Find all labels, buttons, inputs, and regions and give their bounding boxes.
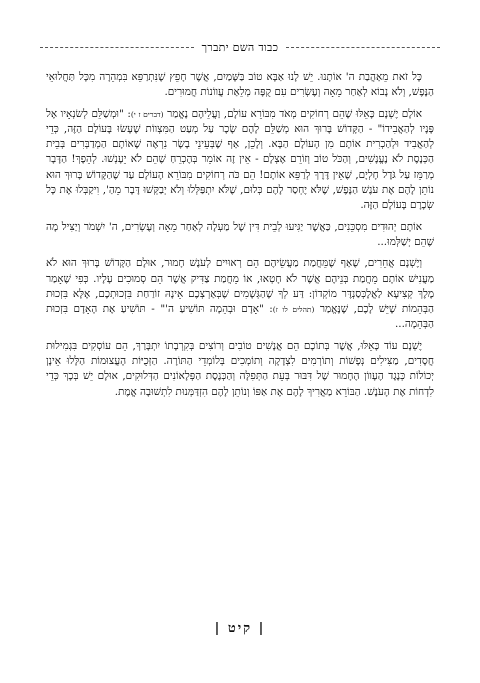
body-text — [46, 70, 434, 406]
paragraph-text: : "אָדָם וּבְהֵמָה תּוֹשִׁיעַ ה'" - תּוֹשִׁיעַ אֶת הָאָדָם בִּזְכוּת הַבְּהֵמָה... — [46, 303, 434, 331]
page-number: | קיט | — [214, 621, 266, 636]
header-rule-right — [286, 47, 440, 48]
source-citation: (דברים ז י) — [130, 109, 164, 119]
paragraph — [46, 70, 434, 101]
paragraph-text: : "וּמְשַׁלֵּם לְשׂנְאָיו אֶל פָּנָיו לְהַאֲבִידוֹ" - הַקָּדוֹשׁ בָּרוּךְ הוּא מְשַׁלֵּם לָהֶם שָׂכָר עַל מְעַט הַמִּצְווֹת שֶׁעָשׂוּ בָּעוֹלָם הַזֶּה, כְּדֵי לְהַאֲבִיד וּלְהַכְרִית אוֹתָם מִן הָעוֹלָם הַבָּא. וְלָכֵן, אַף שֶׁבְּעֵינֵי בָשָׂר נִרְאֶה שֶׁאוֹתָם הַמְדַבְּרִים בְּבֵית הַכְּנֶסֶת לֹא נֶעֱנָשִׁים, וְהַכֹּל טוֹב וְזוֹרֵם אֶצְלָם - אֵין זֶה אוֹמֵר בְּהֶכְרֵחַ שֶׁהֵם לֹא יֵעָנְשׁוּ. לְהֵפֶךְ! הַדָּבָר מְרַמֵּז עַל גֹּדֶל חָלְיָם, שֶׁאֵין דֶּרֶךְ לְרַפֵּא אוֹתָם! הֵם כֹּה רְחוֹקִים מִבּוֹרֵא הָעוֹלָם עַד שֶׁהַקָּדוֹשׁ בָּרוּךְ הוּא נוֹתֵן לָהֶם אֶת עֹנֶשׁ הַנֶּפֶשׁ, שֶׁלֹּא יֶחְסַר לָהֶם כְּלוּם, שֶׁלֹּא יִתְפַּלְּלוּ וְלֹא יְבַקְּשׁוּ דָּבָר מֵהַ', וִיקַבְּלוּ אֶת כָּל שְׂכָרָם בָּעוֹלָם הַזֶּה. — [46, 107, 434, 212]
header-rule-left — [40, 47, 194, 48]
header-title: כבוד השם יתברך — [201, 40, 279, 54]
paragraph-text: אוֹתָם יְהוּדִים מִסְכֵּנִים, כַּאֲשֶׁר יַגִּיעוּ לְבֵית דִּין שֶׁל מַעְלָה לְאַחַר מֵאָה וְעֶשְׂרִים, ה' יִשְׁמֹר וְיַצִּיל מָה שֶׁהֵם יְשַׁלְּמוּ... — [46, 220, 434, 248]
running-header — [40, 40, 440, 54]
paragraph-text: יֶשְׁנָם עוֹד כָּאֵלּוּ, אֲשֶׁר בְּתוֹכָם הֵם אֲנָשִׁים טוֹבִים וְרוֹצִים בְּקִרְבָתוֹ יִתְבָּרַךְ, הֵם עוֹסְקִים בִּגְמִילוּת חֲסָדִים, מַצִּילִים נְפָשׁוֹת וְתוֹרְמִים לִצְדָקָה וְתוֹמְכִים בְּלוֹמְדֵי הַתּוֹרָה. הַזְּכֻיּוֹת הָעֲצוּמוֹת הַלָּלוּ אֵינָן יְכוֹלוֹת כְּנֶגֶד הֶעָווֹן הֶחָמוּר שֶׁל דִּבּוּר בְּעֵת הַתְּפִלָּה וְהַכְּנֶסֶת הַפְּלָאוֹנִים הַדְּלוּקִים, אוּלָם יֵשׁ בְּכָךְ כְּדֵי לִדְחוֹת אֶת הָעֹנֶשׁ. הַבּוֹרֵא מַאֲרִיךְ לָהֶם אֶת אַפּוֹ וְנוֹתֵן לָהֶם הִזְדַּמְּנוּת לִתְשׁוּבָה אֱמֶת. — [46, 339, 434, 398]
paragraph-text: אוֹלָם יֶשְׁנָם כָּאֵלּוּ שֶׁהֵם רְחוֹקִים מְאֹד מִבּוֹרֵא עוֹלָם, וַעֲלֵיהֶם נֶאֱמַר — [163, 107, 422, 120]
paragraph-text: כָּל זֹאת מֵאַהֲבַת ה' אוֹתָנוּ. יֵשׁ לָנוּ אַבָּא טוֹב בַּשָּׁמַיִם, אֲשֶׁר חָפֵץ שֶׁנִּתְרַפֵּא בִּמְהֵרָה מִכָּל תַּחֲלוּאֵי הַנֶּפֶשׁ, וְלֹא נָבוֹא לְאַחַר מֵאָה וְעֶשְׂרִים עִם קֻפָּה מְלֵאַת עֲווֹנוֹת חֲמוּרִים. — [46, 71, 434, 99]
source-citation: (תהלים לו ז) — [272, 305, 315, 315]
paragraph — [46, 107, 434, 214]
paragraph — [46, 220, 434, 251]
paragraph — [46, 339, 434, 400]
paragraph-text: וְיֶשְׁנָם אֲחֵרִים, שֶׁאַף שֶׁמֵּחֲמַת מַעֲשֵׂיהֶם הֵם רְאוּיִים לְעֹנֶשׁ חָמוּר, אוּלָם הַקָּדוֹשׁ בָּרוּךְ הוּא לֹא מַעֲנִישׁ אוֹתָם מֵחֲמַת בְּנֵיהֶם אֲשֶׁר לֹא חָטְאוּ, אוֹ מֵחֲמַת צַדִּיק אֲשֶׁר הֵם סְמוּכִים עָלָיו. כְּפִי שֶׁאָמַר מֶלֶךְ קְצִיעָא לַאֲלֶכְּסַנְדֶּר מוֹקְדוֹן: דַּע לְךָ שֶׁהַגְּשָׁמִים שֶׁבְּאַרְצְכֶם אֵינָהּ זוֹרַחַת בִּזְכוּתְכֶם, אֶלָּא בִּזְכוּת הַבְּהֵמוֹת שֶׁיֵּשׁ לָכֶם, שֶׁנֶּאֱמַר — [46, 257, 434, 316]
paragraph — [46, 256, 434, 332]
